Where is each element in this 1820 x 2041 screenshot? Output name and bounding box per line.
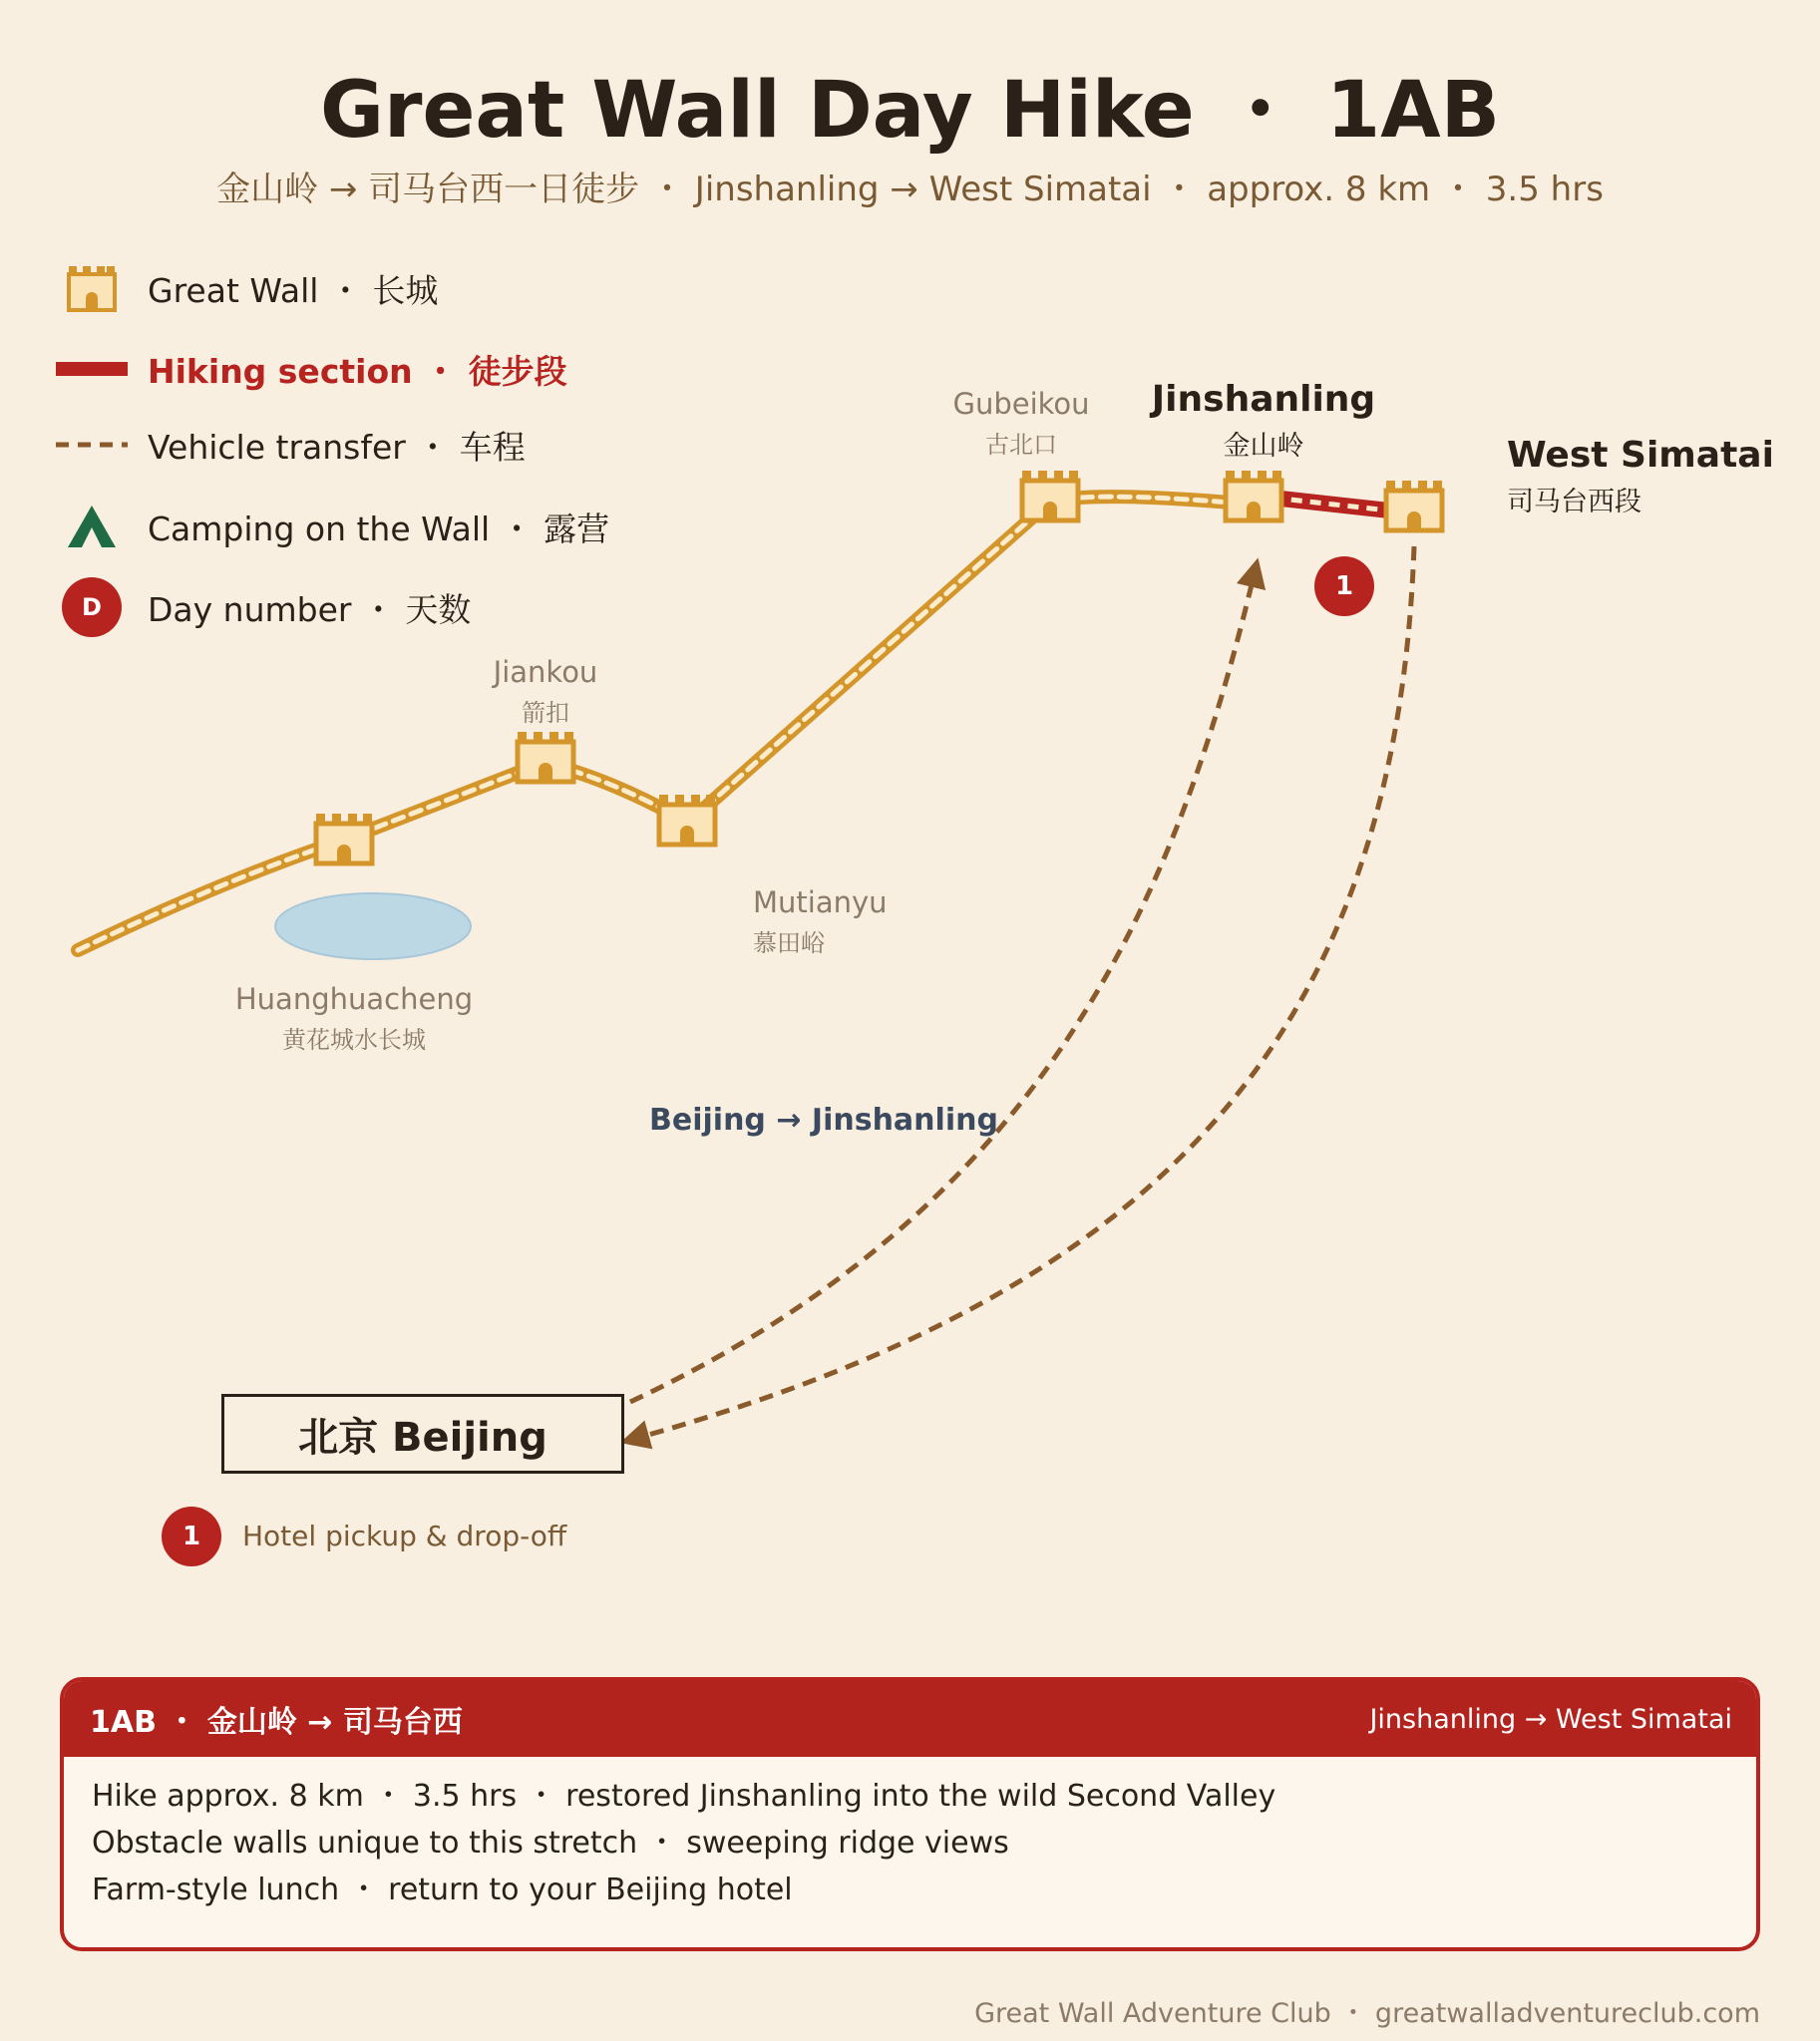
- tower-jinshanling-icon: [1226, 471, 1281, 520]
- card-body: [64, 1757, 1756, 1929]
- place-west-simatai-en: West Simatai: [1507, 435, 1774, 476]
- card-subtitle: Jinshanling → West Simatai: [1369, 1703, 1732, 1735]
- itinerary-card: [60, 1677, 1760, 1951]
- place-jiankou: [446, 655, 645, 728]
- legend-vehicle-transfer-label: Vehicle transfer ・ 车程: [148, 427, 526, 467]
- place-jinshanling-en: Jinshanling: [1151, 379, 1376, 420]
- tower-west-simatai-icon: [1386, 481, 1442, 530]
- lake-icon: [275, 893, 471, 959]
- place-jinshanling-zh: 金山岭: [1223, 431, 1304, 462]
- place-mutianyu-zh: 慕田峪: [753, 929, 825, 957]
- page-subtitle: 金山岭 → 司马台西一日徒步 ・ Jinshanling → West Simatai ・ approx. 8 km ・ 3.5 hrs: [216, 170, 1604, 209]
- tower-huanghuacheng-icon: [316, 814, 372, 863]
- day-badge-hike: 1: [1314, 556, 1374, 616]
- card-header: [64, 1681, 1756, 1757]
- place-huanghuacheng-en: Huanghuacheng: [234, 982, 474, 1016]
- transfer-beijing-to-jinshanling: [630, 572, 1255, 1402]
- place-mutianyu: [753, 885, 888, 958]
- beijing-note: Hotel pickup & drop-off: [242, 1520, 567, 1552]
- legend-camping-label: Camping on the Wall ・ 露营: [148, 509, 610, 548]
- card-line: Obstacle walls unique to this stretch ・ sweeping ridge views: [92, 1826, 1009, 1861]
- page-title: Great Wall Day Hike ・ 1AB: [319, 66, 1501, 156]
- transfer-simatai-to-beijing: [634, 546, 1414, 1439]
- place-huanghuacheng-zh: 黄花城水长城: [282, 1026, 426, 1054]
- card-line: Farm-style lunch ・ return to your Beijing hotel: [92, 1872, 793, 1907]
- place-mutianyu-en: Mutianyu: [753, 885, 888, 919]
- place-jiankou-zh: 箭扣: [522, 699, 569, 727]
- route-label: Beijing → Jinshanling: [649, 1103, 998, 1138]
- place-huanghuacheng: [234, 982, 474, 1055]
- place-jiankou-en: Jiankou: [493, 655, 598, 689]
- place-gubeikou-zh: 古北口: [985, 431, 1057, 459]
- place-west-simatai: [1507, 435, 1774, 518]
- legend-day-number-label: Day number ・ 天数: [148, 589, 472, 629]
- day-badge-beijing: 1: [162, 1507, 221, 1566]
- tower-jiankou-icon: [518, 732, 573, 782]
- card-title: 1AB ・ 金山岭 → 司马台西: [90, 1705, 463, 1740]
- footer-credit: Great Wall Adventure Club ・ greatwalladventureclub.com: [974, 1998, 1760, 2029]
- place-jinshanling: [1144, 379, 1383, 463]
- beijing-box: 北京 Beijing: [221, 1394, 624, 1474]
- legend-great-wall-label: Great Wall ・ 长城: [148, 270, 439, 310]
- place-gubeikou: [921, 387, 1121, 460]
- great-wall-line: [78, 497, 1254, 950]
- day-badge-icon: D: [62, 577, 122, 637]
- place-gubeikou-en: Gubeikou: [952, 387, 1090, 421]
- tower-mutianyu-icon: [659, 795, 715, 845]
- place-west-simatai-zh: 司马台西段: [1507, 487, 1641, 517]
- card-line: Hike approx. 8 km ・ 3.5 hrs ・ restored Jinshanling into the wild Second Valley: [92, 1779, 1276, 1814]
- legend-hiking-section-label: Hiking section ・ 徒步段: [148, 351, 567, 391]
- tower-gubeikou-icon: [1022, 471, 1078, 520]
